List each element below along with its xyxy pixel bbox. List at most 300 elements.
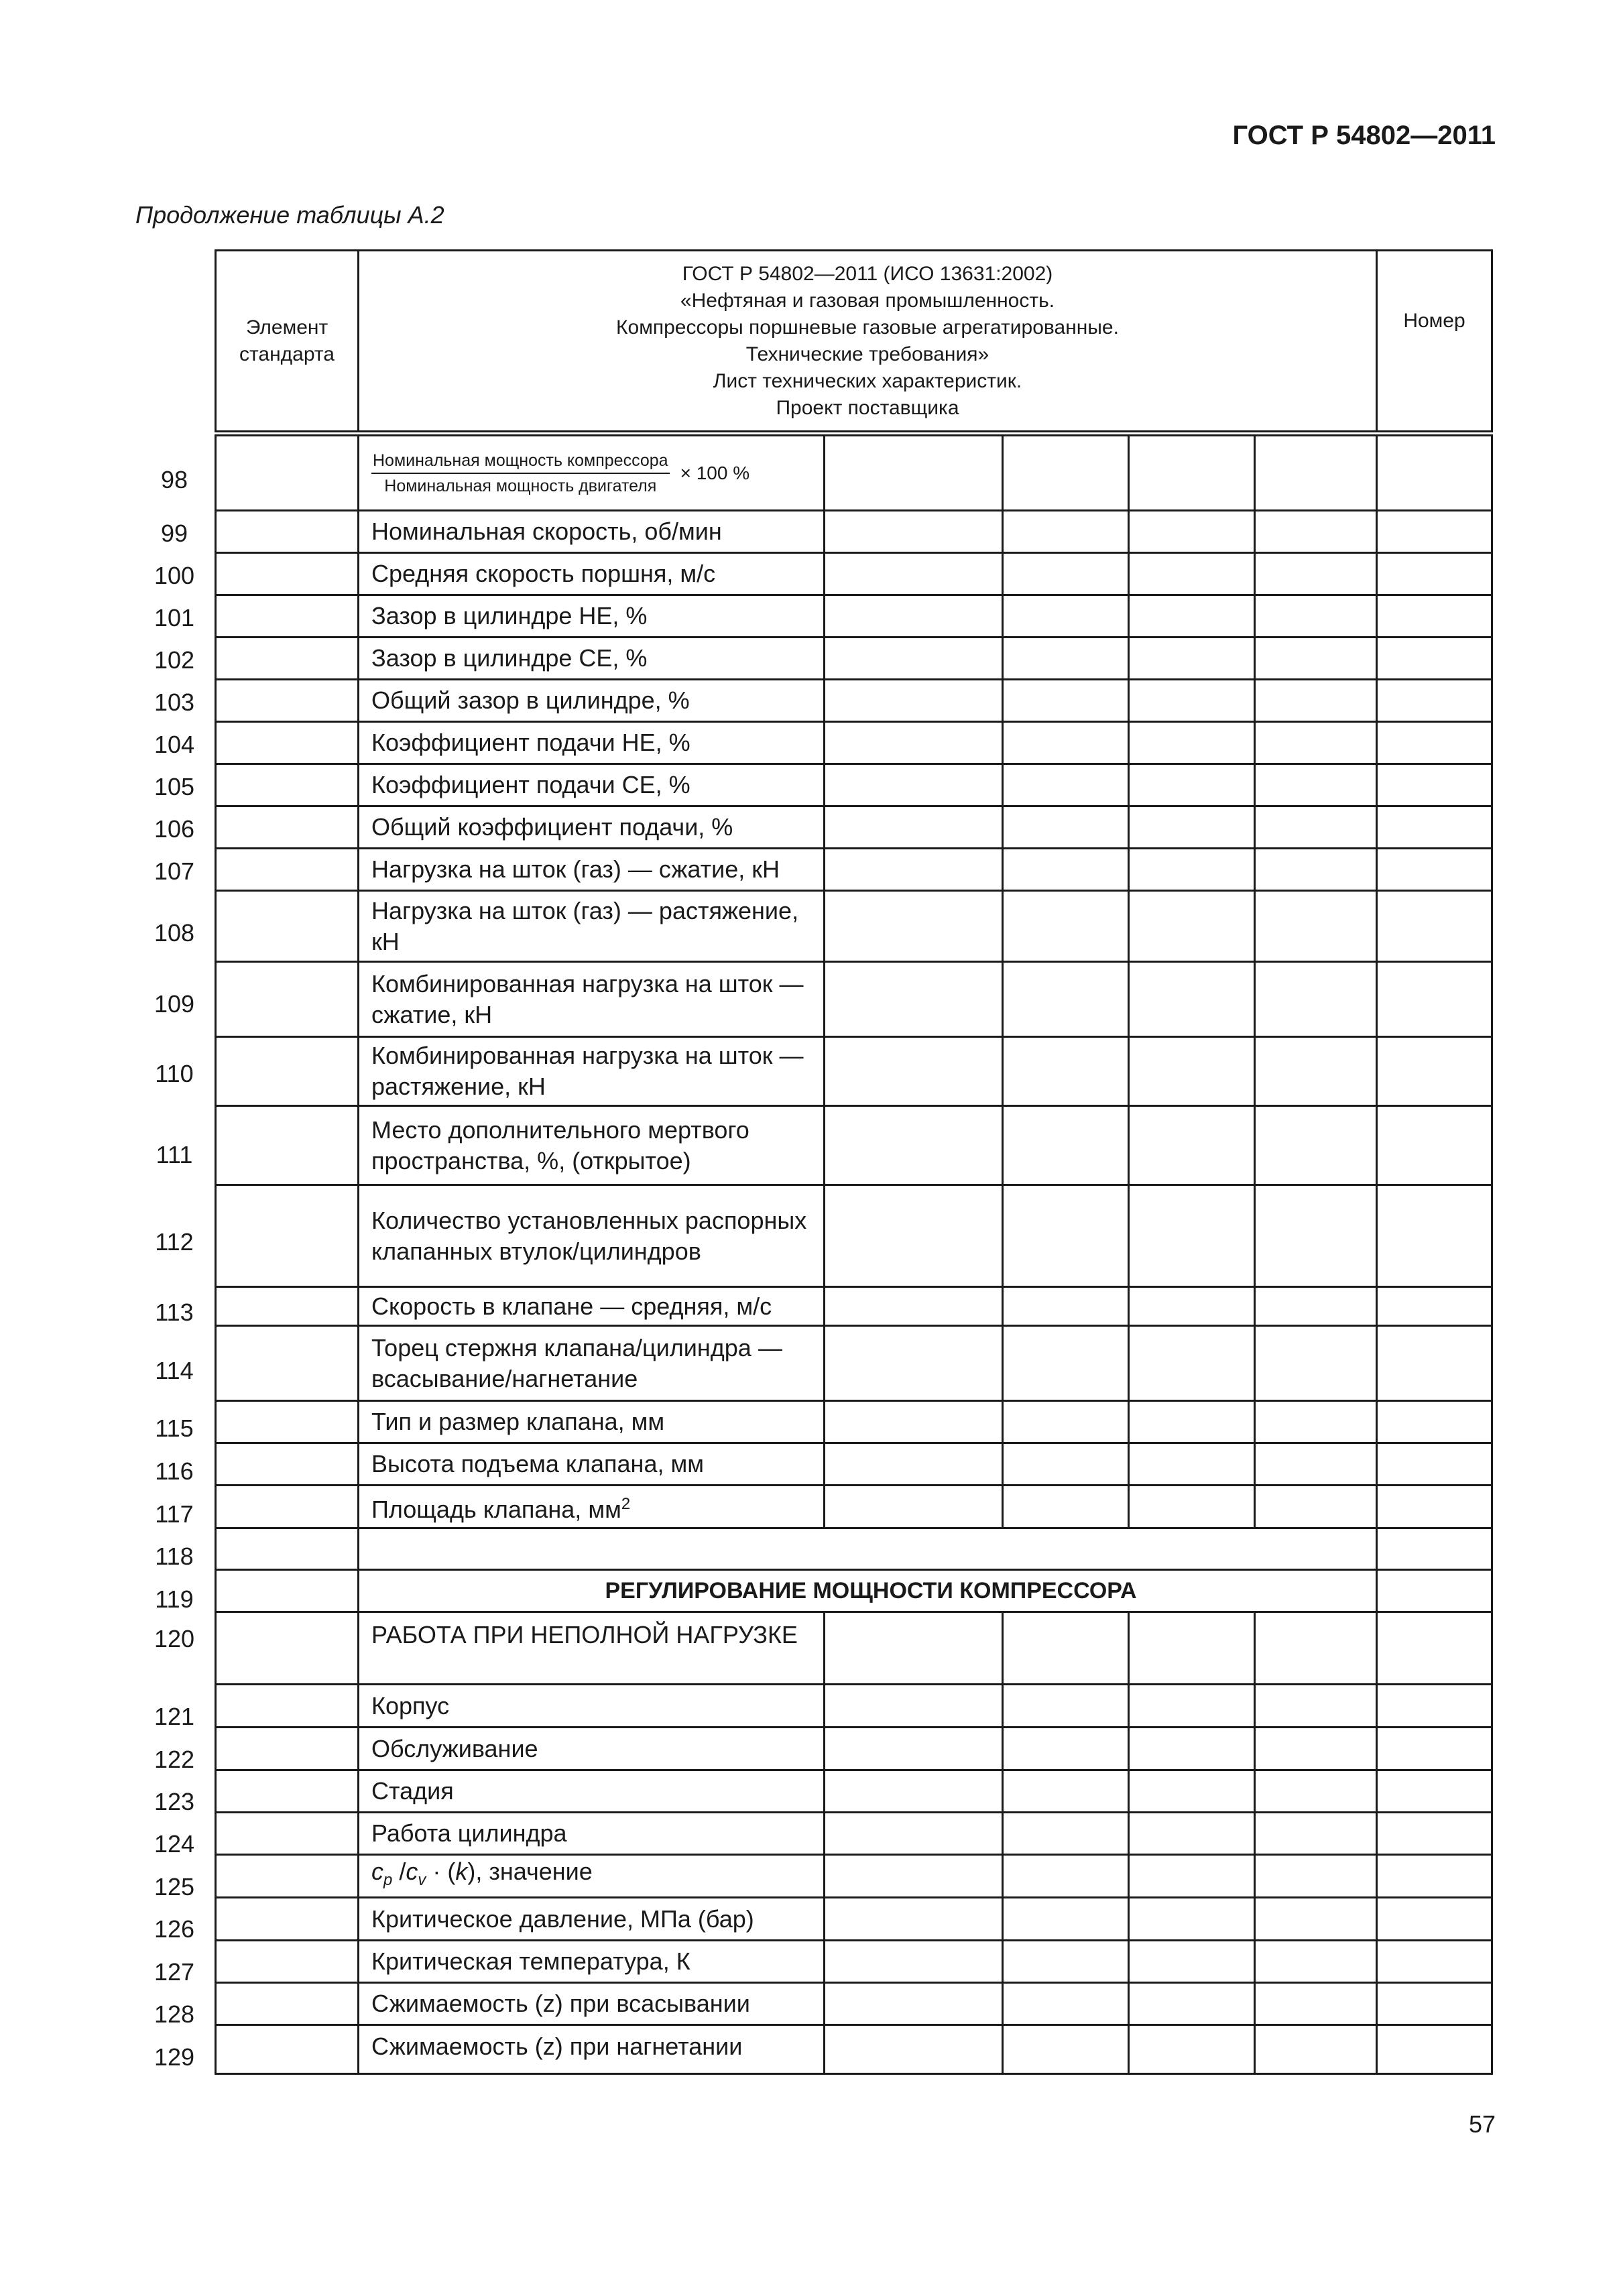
value-cell (1377, 553, 1492, 595)
value-cell (1377, 849, 1492, 891)
value-cell (1377, 1983, 1492, 2025)
value-cell (1003, 1326, 1129, 1401)
value-cell (1255, 1855, 1377, 1898)
row-description: Количество установленных распорных клапанных втулок/цилиндров (359, 1185, 825, 1287)
table-row (216, 680, 1492, 722)
row-number: 100 (154, 562, 195, 589)
value-cell (825, 1037, 1003, 1106)
element-cell (216, 1486, 359, 1528)
value-cell (1003, 1941, 1129, 1983)
value-cell (1255, 1612, 1377, 1685)
title-line: Технические требования» (745, 343, 989, 365)
number-header: Номер (1377, 251, 1492, 434)
element-cell (216, 1898, 359, 1941)
element-cell (216, 434, 359, 511)
row-description: Место дополнительного мертвого пространства, %, (открытое) (359, 1106, 825, 1185)
value-cell (1129, 1983, 1255, 2025)
value-cell (1129, 638, 1255, 680)
value-cell (1377, 1770, 1492, 1813)
value-cell (1255, 1401, 1377, 1443)
element-cell (216, 1106, 359, 1185)
row-number: 123 (154, 1788, 195, 1815)
element-cell (216, 1612, 359, 1685)
value-cell (1003, 1106, 1129, 1185)
row-description: Работа цилиндра (359, 1813, 825, 1855)
value-cell (1003, 1898, 1129, 1941)
document-code: ГОСТ Р 54802—2011 (1232, 121, 1496, 150)
element-cell (216, 722, 359, 764)
value-cell (1129, 1185, 1255, 1287)
value-cell (1377, 1813, 1492, 1855)
table-row (216, 595, 1492, 638)
table-row (216, 891, 1492, 962)
value-cell (1255, 1898, 1377, 1941)
value-cell (1255, 962, 1377, 1037)
element-cell (216, 553, 359, 595)
value-cell (1255, 806, 1377, 849)
value-cell (1003, 553, 1129, 595)
value-cell (1129, 1443, 1255, 1486)
value-cell (1377, 1685, 1492, 1728)
value-cell (825, 680, 1003, 722)
value-cell (1003, 434, 1129, 511)
value-cell (1255, 638, 1377, 680)
value-cell (1377, 1612, 1492, 1685)
element-cell (216, 1570, 359, 1612)
value-cell (1255, 1813, 1377, 1855)
value-cell (1255, 1685, 1377, 1728)
element-cell (216, 1037, 359, 1106)
title-line: Компрессоры поршневые газовые агрегатированные. (616, 316, 1119, 339)
empty-merged-cell (359, 1528, 1377, 1570)
value-cell (1377, 806, 1492, 849)
element-cell (216, 891, 359, 962)
value-cell (1255, 1728, 1377, 1770)
value-cell (1255, 764, 1377, 806)
value-cell (1377, 1443, 1492, 1486)
power-ratio-fraction (371, 450, 670, 497)
row-description: Нагрузка на шток (газ) — сжатие, кН (359, 849, 825, 891)
value-cell (825, 434, 1003, 511)
value-cell (1377, 764, 1492, 806)
value-cell (1129, 1612, 1255, 1685)
table-header-row (216, 251, 1492, 434)
value-cell (1255, 891, 1377, 962)
row-description: Зазор в цилиндре НЕ, % (359, 595, 825, 638)
element-cell (216, 849, 359, 891)
value-cell (1129, 1941, 1255, 1983)
row-description: Общий коэффициент подачи, % (359, 806, 825, 849)
element-cell (216, 1813, 359, 1855)
table-row (216, 1287, 1492, 1326)
value-cell (1377, 2025, 1492, 2074)
row-description: Скорость в клапане — средняя, м/с (359, 1287, 825, 1326)
value-cell (1003, 1813, 1129, 1855)
table-row (216, 511, 1492, 553)
element-cell (216, 1287, 359, 1326)
value-cell (1129, 1287, 1255, 1326)
value-cell (1377, 1287, 1492, 1326)
element-cell (216, 680, 359, 722)
superscript: 2 (621, 1494, 631, 1513)
fraction-multiplier: × 100 % (680, 462, 750, 483)
element-cell (216, 1185, 359, 1287)
table-row (216, 849, 1492, 891)
value-cell (1255, 1106, 1377, 1185)
table-row (216, 806, 1492, 849)
value-cell (825, 1941, 1003, 1983)
element-cell (216, 1685, 359, 1728)
value-cell (1255, 849, 1377, 891)
value-cell (1003, 962, 1129, 1037)
row-description: Критическая температура, К (359, 1941, 825, 1983)
value-cell (825, 764, 1003, 806)
row-number: 124 (154, 1830, 195, 1858)
value-cell (1129, 1326, 1255, 1401)
value-cell (1377, 891, 1492, 962)
value-cell (1129, 680, 1255, 722)
row-description: Тип и размер клапана, мм (359, 1401, 825, 1443)
value-cell (1377, 962, 1492, 1037)
table-row (216, 1528, 1492, 1570)
value-cell (1377, 722, 1492, 764)
value-cell (1129, 1685, 1255, 1728)
section-heading: РЕГУЛИРОВАНИЕ МОЩНОСТИ КОМПРЕССОРА (359, 1570, 1377, 1612)
value-cell (825, 511, 1003, 553)
value-cell (1255, 1983, 1377, 2025)
value-cell (1129, 1037, 1255, 1106)
row-description: Корпус (359, 1685, 825, 1728)
value-cell (1377, 1855, 1492, 1898)
value-cell (825, 553, 1003, 595)
row-number: 106 (154, 815, 195, 843)
value-cell (1003, 1855, 1129, 1898)
table-row (216, 1185, 1492, 1287)
table-row (216, 1037, 1492, 1106)
value-cell (825, 849, 1003, 891)
value-cell (1129, 1728, 1255, 1770)
row-description: Нагрузка на шток (газ) — растяжение, кН (359, 891, 825, 962)
element-cell (216, 1855, 359, 1898)
value-cell (1129, 595, 1255, 638)
value-cell (1003, 638, 1129, 680)
value-cell (1377, 1401, 1492, 1443)
element-cell (216, 595, 359, 638)
value-cell (1377, 1528, 1492, 1570)
value-cell (1003, 680, 1129, 722)
table-row (216, 1570, 1492, 1612)
value-cell (1377, 1941, 1492, 1983)
value-cell (825, 1898, 1003, 1941)
value-cell (1255, 722, 1377, 764)
table-row (216, 1813, 1492, 1855)
value-cell (825, 1983, 1003, 2025)
table-row (216, 1983, 1492, 2025)
value-cell (825, 1813, 1003, 1855)
value-cell (1129, 434, 1255, 511)
row-description: Высота подъема клапана, мм (359, 1443, 825, 1486)
value-cell (1255, 1770, 1377, 1813)
value-cell (1129, 806, 1255, 849)
row-number: 98 (160, 466, 188, 493)
row-description: РАБОТА ПРИ НЕПОЛНОЙ НАГРУЗКЕ (359, 1612, 825, 1685)
table-row (216, 1401, 1492, 1443)
row-number: 116 (155, 1457, 194, 1485)
row-number: 113 (155, 1298, 194, 1326)
element-cell (216, 511, 359, 553)
value-cell (825, 806, 1003, 849)
element-header: Элемент стандарта (216, 251, 359, 434)
value-cell (825, 1106, 1003, 1185)
value-cell (1003, 1287, 1129, 1326)
value-cell (1255, 1443, 1377, 1486)
table-row (216, 1685, 1492, 1728)
value-cell (1129, 891, 1255, 962)
value-cell (1003, 2025, 1129, 2074)
table-row (216, 1728, 1492, 1770)
row-description: Коэффициент подачи СЕ, % (359, 764, 825, 806)
page-number: 57 (1468, 2110, 1496, 2138)
value-cell (1377, 434, 1492, 511)
title-line: Проект поставщика (776, 396, 959, 419)
value-cell (1255, 2025, 1377, 2074)
value-cell (1255, 1185, 1377, 1287)
table-row (216, 1443, 1492, 1486)
table-row (216, 553, 1492, 595)
row-number: 121 (154, 1703, 195, 1730)
table-row (216, 1855, 1492, 1898)
element-cell (216, 806, 359, 849)
value-cell (825, 1612, 1003, 1685)
value-cell (1003, 1728, 1129, 1770)
table-row (216, 638, 1492, 680)
row-number: 110 (155, 1060, 194, 1087)
value-cell (1377, 1106, 1492, 1185)
table-row (216, 1486, 1492, 1528)
row-description: Обслуживание (359, 1728, 825, 1770)
row-description: Торец стержня клапана/цилиндра — всасывание/нагнетание (359, 1326, 825, 1401)
element-cell (216, 2025, 359, 2074)
table-row (216, 1770, 1492, 1813)
row-number: 111 (156, 1141, 193, 1168)
row-description (359, 434, 825, 511)
value-cell (1129, 553, 1255, 595)
value-cell (1003, 1185, 1129, 1287)
value-cell (825, 1326, 1003, 1401)
value-cell (1377, 1570, 1492, 1612)
value-cell (1377, 1326, 1492, 1401)
row-number: 101 (154, 604, 195, 631)
value-cell (1377, 1728, 1492, 1770)
table-row (216, 1898, 1492, 1941)
value-cell (1255, 1941, 1377, 1983)
element-cell (216, 1983, 359, 2025)
value-cell (825, 595, 1003, 638)
row-number: 125 (154, 1873, 195, 1900)
element-cell (216, 1401, 359, 1443)
value-cell (825, 1185, 1003, 1287)
value-cell (1129, 849, 1255, 891)
value-cell (1255, 1326, 1377, 1401)
row-description: Средняя скорость поршня, м/с (359, 553, 825, 595)
value-cell (1377, 595, 1492, 638)
table-row (216, 962, 1492, 1037)
element-cell (216, 1770, 359, 1813)
row-number: 107 (154, 857, 195, 885)
row-number: 122 (154, 1746, 195, 1773)
row-description: Критическое давление, МПа (бар) (359, 1898, 825, 1941)
row-number: 128 (154, 2000, 195, 2028)
value-cell (1003, 722, 1129, 764)
value-cell (1129, 962, 1255, 1037)
fraction-numerator: Номинальная мощность компрессора (371, 450, 670, 474)
table-row (216, 1106, 1492, 1185)
value-cell (1129, 1401, 1255, 1443)
element-cell (216, 1528, 359, 1570)
row-number: 114 (155, 1357, 194, 1384)
value-cell (1003, 1037, 1129, 1106)
table-row (216, 764, 1492, 806)
row-number: 129 (154, 2043, 195, 2071)
value-cell (1255, 1037, 1377, 1106)
value-cell (1003, 1983, 1129, 2025)
title-line: Лист технических характеристик. (713, 369, 1022, 392)
row-description: Сжимаемость (z) при нагнетании (359, 2025, 825, 2074)
value-cell (1129, 1486, 1255, 1528)
value-cell (1003, 1443, 1129, 1486)
value-cell (825, 1855, 1003, 1898)
value-cell (1377, 638, 1492, 680)
row-number: 105 (154, 773, 195, 800)
value-cell (1255, 680, 1377, 722)
row-description: Стадия (359, 1770, 825, 1813)
element-cell (216, 638, 359, 680)
element-cell (216, 1728, 359, 1770)
row-description: Сжимаемость (z) при всасывании (359, 1983, 825, 2025)
value-cell (825, 1685, 1003, 1728)
table-row (216, 1612, 1492, 1685)
value-cell (825, 638, 1003, 680)
element-cell (216, 764, 359, 806)
row-description: Зазор в цилиндре СЕ, % (359, 638, 825, 680)
value-cell (1377, 680, 1492, 722)
value-cell (1003, 595, 1129, 638)
value-cell (825, 1443, 1003, 1486)
table-row (216, 1941, 1492, 1983)
table-row (216, 722, 1492, 764)
table-caption: Продолжение таблицы А.2 (135, 201, 444, 229)
table-row (216, 1326, 1492, 1401)
value-cell (1129, 1898, 1255, 1941)
row-number: 118 (155, 1543, 194, 1570)
fraction-denominator: Номинальная мощность двигателя (384, 476, 657, 495)
value-cell (825, 1486, 1003, 1528)
row-number: 127 (154, 1958, 195, 1986)
value-cell (1255, 511, 1377, 553)
value-cell (1129, 722, 1255, 764)
value-cell (1003, 806, 1129, 849)
row-number: 108 (154, 919, 195, 947)
row-number: 115 (155, 1414, 194, 1442)
value-cell (1255, 434, 1377, 511)
element-cell (216, 1326, 359, 1401)
value-cell (1003, 1486, 1129, 1528)
row-description: Номинальная скорость, об/мин (359, 511, 825, 553)
value-cell (1003, 1685, 1129, 1728)
value-cell (1129, 1813, 1255, 1855)
value-cell (1129, 1855, 1255, 1898)
row-description: Коэффициент подачи НЕ, % (359, 722, 825, 764)
row-number: 102 (154, 646, 195, 674)
title-header (359, 251, 1377, 434)
value-cell (825, 1287, 1003, 1326)
table-row (216, 2025, 1492, 2074)
row-description: Комбинированная нагрузка на шток — растяжение, кН (359, 1037, 825, 1106)
value-cell (1129, 511, 1255, 553)
value-cell (825, 722, 1003, 764)
value-cell (1129, 1106, 1255, 1185)
value-cell (825, 891, 1003, 962)
value-cell (1377, 1486, 1492, 1528)
value-cell (1129, 2025, 1255, 2074)
row-description: Площадь клапана, $мм^2$ (359, 1486, 825, 1528)
row-number: 126 (154, 1915, 195, 1943)
value-cell (825, 1401, 1003, 1443)
value-cell (1255, 1287, 1377, 1326)
row-number: 112 (155, 1228, 194, 1256)
value-cell (1255, 595, 1377, 638)
row-description: Комбинированная нагрузка на шток — сжатие, кН (359, 962, 825, 1037)
element-cell (216, 1941, 359, 1983)
value-cell (1255, 1486, 1377, 1528)
row-number: 99 (160, 520, 188, 547)
value-cell (1377, 1898, 1492, 1941)
row-description: Общий зазор в цилиндре, % (359, 680, 825, 722)
title-line: ГОСТ Р 54802—2011 (ИСО 13631:2002) (682, 262, 1053, 285)
row-number: 119 (155, 1585, 194, 1613)
value-cell (1377, 511, 1492, 553)
row-number: 103 (154, 688, 195, 716)
spec-table-container (215, 249, 1493, 2075)
element-cell (216, 1443, 359, 1486)
value-cell (825, 962, 1003, 1037)
table-row (216, 434, 1492, 511)
row-number: 104 (154, 731, 195, 758)
value-cell (1003, 891, 1129, 962)
value-cell (1255, 553, 1377, 595)
value-cell (1377, 1037, 1492, 1106)
value-cell (1129, 764, 1255, 806)
value-cell (1129, 1770, 1255, 1813)
element-cell (216, 962, 359, 1037)
value-cell (1377, 1185, 1492, 1287)
value-cell (1003, 1770, 1129, 1813)
value-cell (825, 1728, 1003, 1770)
value-cell (1003, 511, 1129, 553)
row-number: 109 (154, 990, 195, 1018)
value-cell (1003, 849, 1129, 891)
title-line: «Нефтяная и газовая промышленность. (680, 289, 1055, 312)
row-number: 120 (154, 1625, 195, 1652)
row-number: 117 (155, 1500, 194, 1528)
value-cell (1003, 1401, 1129, 1443)
value-cell (1003, 764, 1129, 806)
value-cell (1003, 1612, 1129, 1685)
spec-table (215, 249, 1493, 2075)
row-description: $c_p$ $/c_v \cdot (k)$, значение (359, 1855, 825, 1898)
value-cell (825, 1770, 1003, 1813)
value-cell (825, 2025, 1003, 2074)
